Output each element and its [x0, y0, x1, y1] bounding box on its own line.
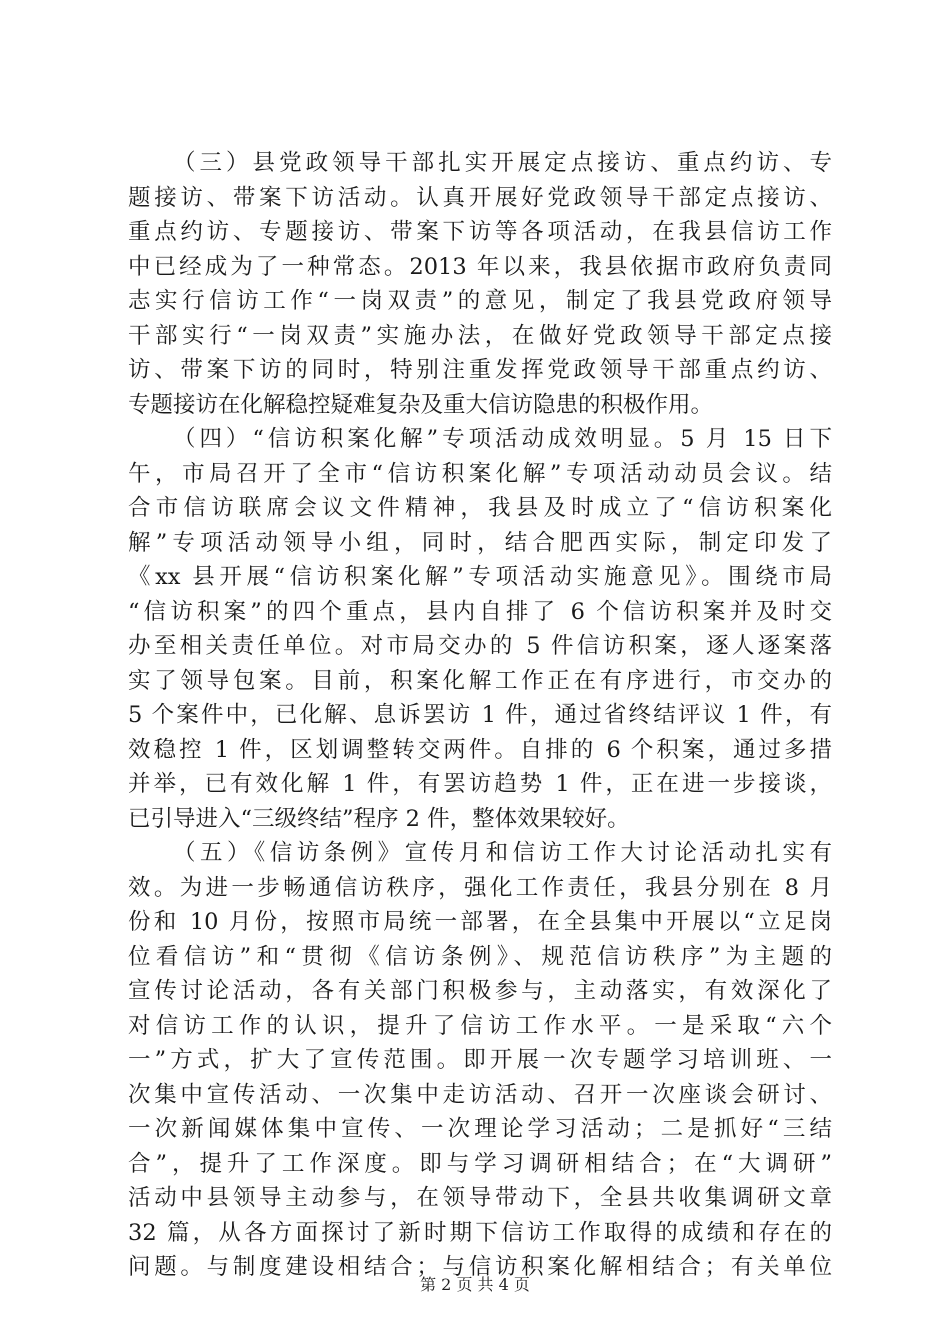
text-line: 访、带案下访的同时，特别注重发挥党政领导干部重点约访、 — [128, 357, 832, 383]
text-line: 效稳控 1 件，区划调整转交两件。自排的 6 个积案，通过多措 — [128, 736, 832, 763]
text-line: 办至相关责任单位。对市局交办的 5 件信访积案，逐人逐案落 — [128, 633, 832, 659]
text-line: 32 篇，从各方面探讨了新时期下信访工作取得的成绩和存在的 — [128, 1219, 832, 1246]
text-line: 干部实行“一岗双责”实施办法，在做好党政领导干部定点接 — [128, 322, 832, 349]
text-line: 次集中宣传活动、一次集中走访活动、召开一次座谈会研讨、 — [128, 1081, 832, 1108]
text-line: 合市信访联席会议文件精神，我县及时成立了“信访积案化 — [128, 495, 832, 521]
text-line: 中已经成为了一种常态。2013 年以来，我县依据市政府负责同 — [128, 253, 832, 280]
text-line: 已引导进入“三级终结”程序 2 件，整体效果较好。 — [128, 805, 630, 832]
text-line: 位看信访”和“贯彻《信访条例》、规范信访秩序”为主题的 — [128, 943, 832, 970]
text-line: 并举，已有效化解 1 件，有罢访趋势 1 件，正在进一步接谈， — [128, 771, 832, 797]
text-line: 解”专项活动领导小组，同时，结合肥西实际，制定印发了 — [128, 529, 832, 556]
document-body — [128, 146, 832, 1285]
text-line: （四）“信访积案化解”专项活动成效明显。5 月 15 日下 — [173, 426, 832, 452]
text-line: 5 个案件中，已化解、息诉罢访 1 件，通过省终结评议 1 件，有 — [128, 702, 832, 728]
text-line: 一”方式，扩大了宣传范围。即开展一次专题学习培训班、一 — [128, 1047, 832, 1073]
text-line: 实了领导包案。目前，积案化解工作正在有序进行，市交办的 — [128, 667, 832, 694]
text-line: 对信访工作的认识，提升了信访工作水平。一是采取“六个 — [128, 1012, 832, 1039]
text-line: （五）《信访条例》宣传月和信访工作大讨论活动扎实有 — [173, 840, 832, 866]
text-line: 志实行信访工作“一岗双责”的意见，制定了我县党政府领导 — [128, 288, 832, 314]
text-line: 份和 10 月份，按照市局统一部署，在全县集中开展以“立足岗 — [128, 909, 832, 935]
text-line: （三）县党政领导干部扎实开展定点接访、重点约访、专 — [173, 150, 832, 176]
text-line: 午，市局召开了全市“信访积案化解”专项活动动员会议。结 — [128, 460, 832, 487]
text-line: 合”，提升了工作深度。即与学习调研相结合；在“大调研” — [128, 1150, 832, 1177]
text-line: 题接访、带案下访活动。认真开展好党政领导干部定点接访、 — [128, 184, 832, 211]
text-line: 效。为进一步畅通信访秩序，强化工作责任，我县分别在 8 月 — [128, 874, 832, 901]
page-footer: 第 2 页 共 4 页 — [420, 1275, 530, 1294]
text-line: 专题接访在化解稳控疑难复杂及重大信访隐患的积极作用。 — [128, 391, 714, 418]
text-line: 问题。与制度建设相结合；与信访积案化解相结合；有关单位 — [128, 1254, 832, 1280]
text-line: “信访积案”的四个重点，县内自排了 6 个信访积案并及时交 — [128, 598, 832, 625]
text-line: 活动中县领导主动参与，在领导带动下，全县共收集调研文章 — [128, 1185, 832, 1211]
text-line: 《xx 县开展“信访积案化解”专项活动实施意见》。围绕市局 — [128, 564, 832, 590]
text-line: 重点约访、专题接访、带案下访等各项活动，在我县信访工作 — [128, 219, 832, 245]
text-line: 宣传讨论活动，各有关部门积极参与，主动落实，有效深化了 — [128, 978, 832, 1004]
text-line: 一次新闻媒体集中宣传、一次理论学习活动；二是抓好“三结 — [128, 1116, 832, 1142]
